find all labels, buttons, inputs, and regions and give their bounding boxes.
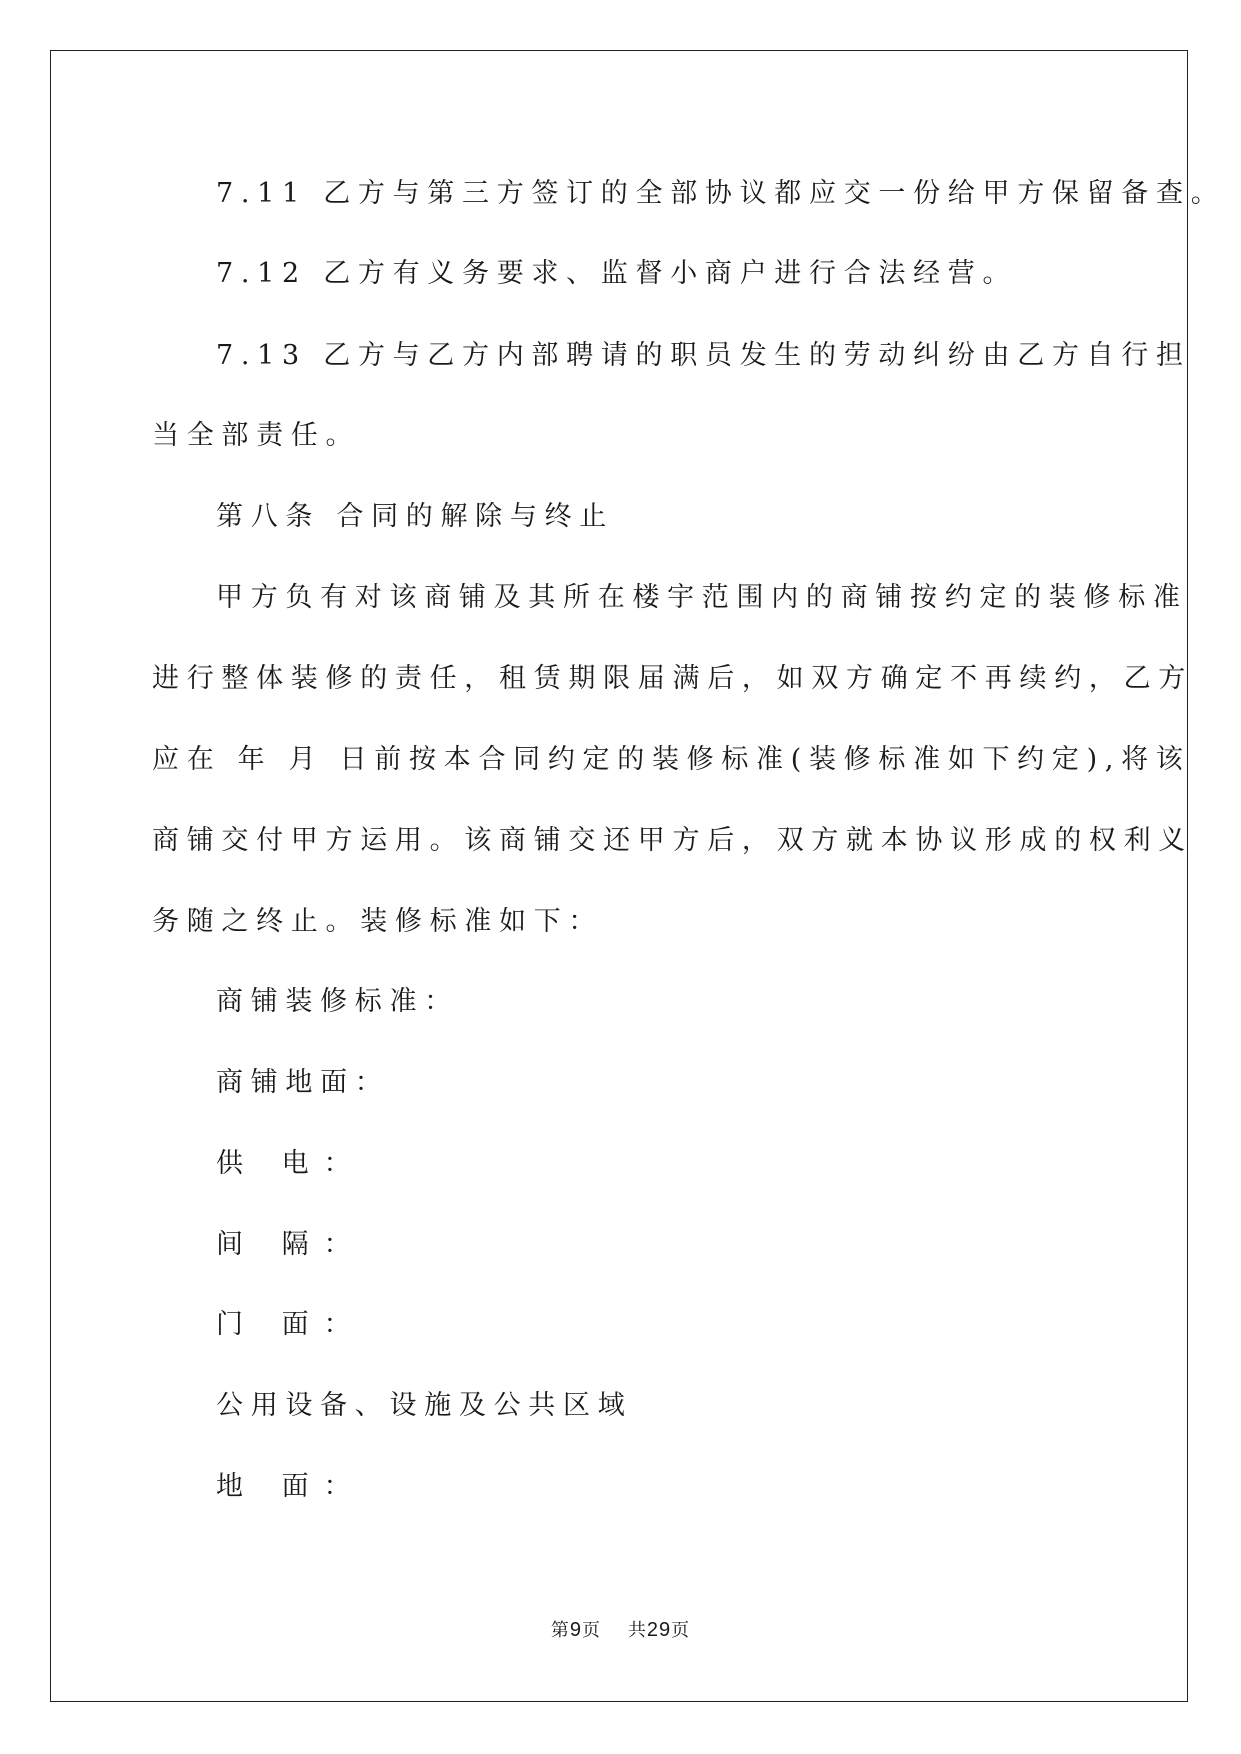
footer-page-suffix: 页 [581, 1620, 601, 1641]
power-supply: 供 电： [216, 1148, 366, 1179]
clause-7-12: 7.12 乙方有义务要求、监督小商户进行合法经营。 [216, 258, 1018, 289]
footer-total-suffix: 页 [671, 1620, 691, 1641]
article-8-para-line-5: 务随之终止。装修标准如下： [152, 906, 604, 937]
footer-page-number: 9 [569, 1619, 582, 1641]
shop-decoration-standard: 商铺装修标准： [216, 986, 459, 1017]
shop-floor: 商铺地面： [216, 1067, 390, 1098]
article-8-para-line-3: 应在 年 月 日前按本合同约定的装修标准(装修标准如下约定),将该 [152, 744, 1191, 775]
public-facilities: 公用设备、设施及公共区域 [216, 1390, 633, 1421]
ground: 地 面： [216, 1471, 366, 1502]
clause-7-13-cont: 当全部责任。 [152, 420, 361, 451]
article-8-heading: 第八条 合同的解除与终止 [216, 501, 614, 532]
clause-7-11: 7.11 乙方与第三方签订的全部协议都应交一份给甲方保留备查。 [216, 178, 1226, 209]
footer-page-prefix: 第 [550, 1620, 570, 1641]
footer-total-pages: 29 [646, 1619, 672, 1641]
article-8-para-line-4: 商铺交付甲方运用。该商铺交还甲方后，双方就本协议形成的权利义 [152, 825, 1193, 856]
article-8-para-line-1: 甲方负有对该商铺及其所在楼宇范围内的商铺按约定的装修标准 [216, 582, 1188, 613]
footer-total-prefix: 共 [627, 1620, 647, 1641]
page-border [50, 50, 1188, 1702]
storefront: 门 面： [216, 1309, 366, 1340]
clause-7-13: 7.13 乙方与乙方内部聘请的职员发生的劳动纠纷由乙方自行担 [216, 340, 1191, 371]
page-footer [0, 1618, 1241, 1643]
article-8-para-line-2: 进行整体装修的责任，租赁期限届满后，如双方确定不再续约，乙方 [152, 663, 1193, 694]
partition: 间 隔： [216, 1229, 366, 1260]
